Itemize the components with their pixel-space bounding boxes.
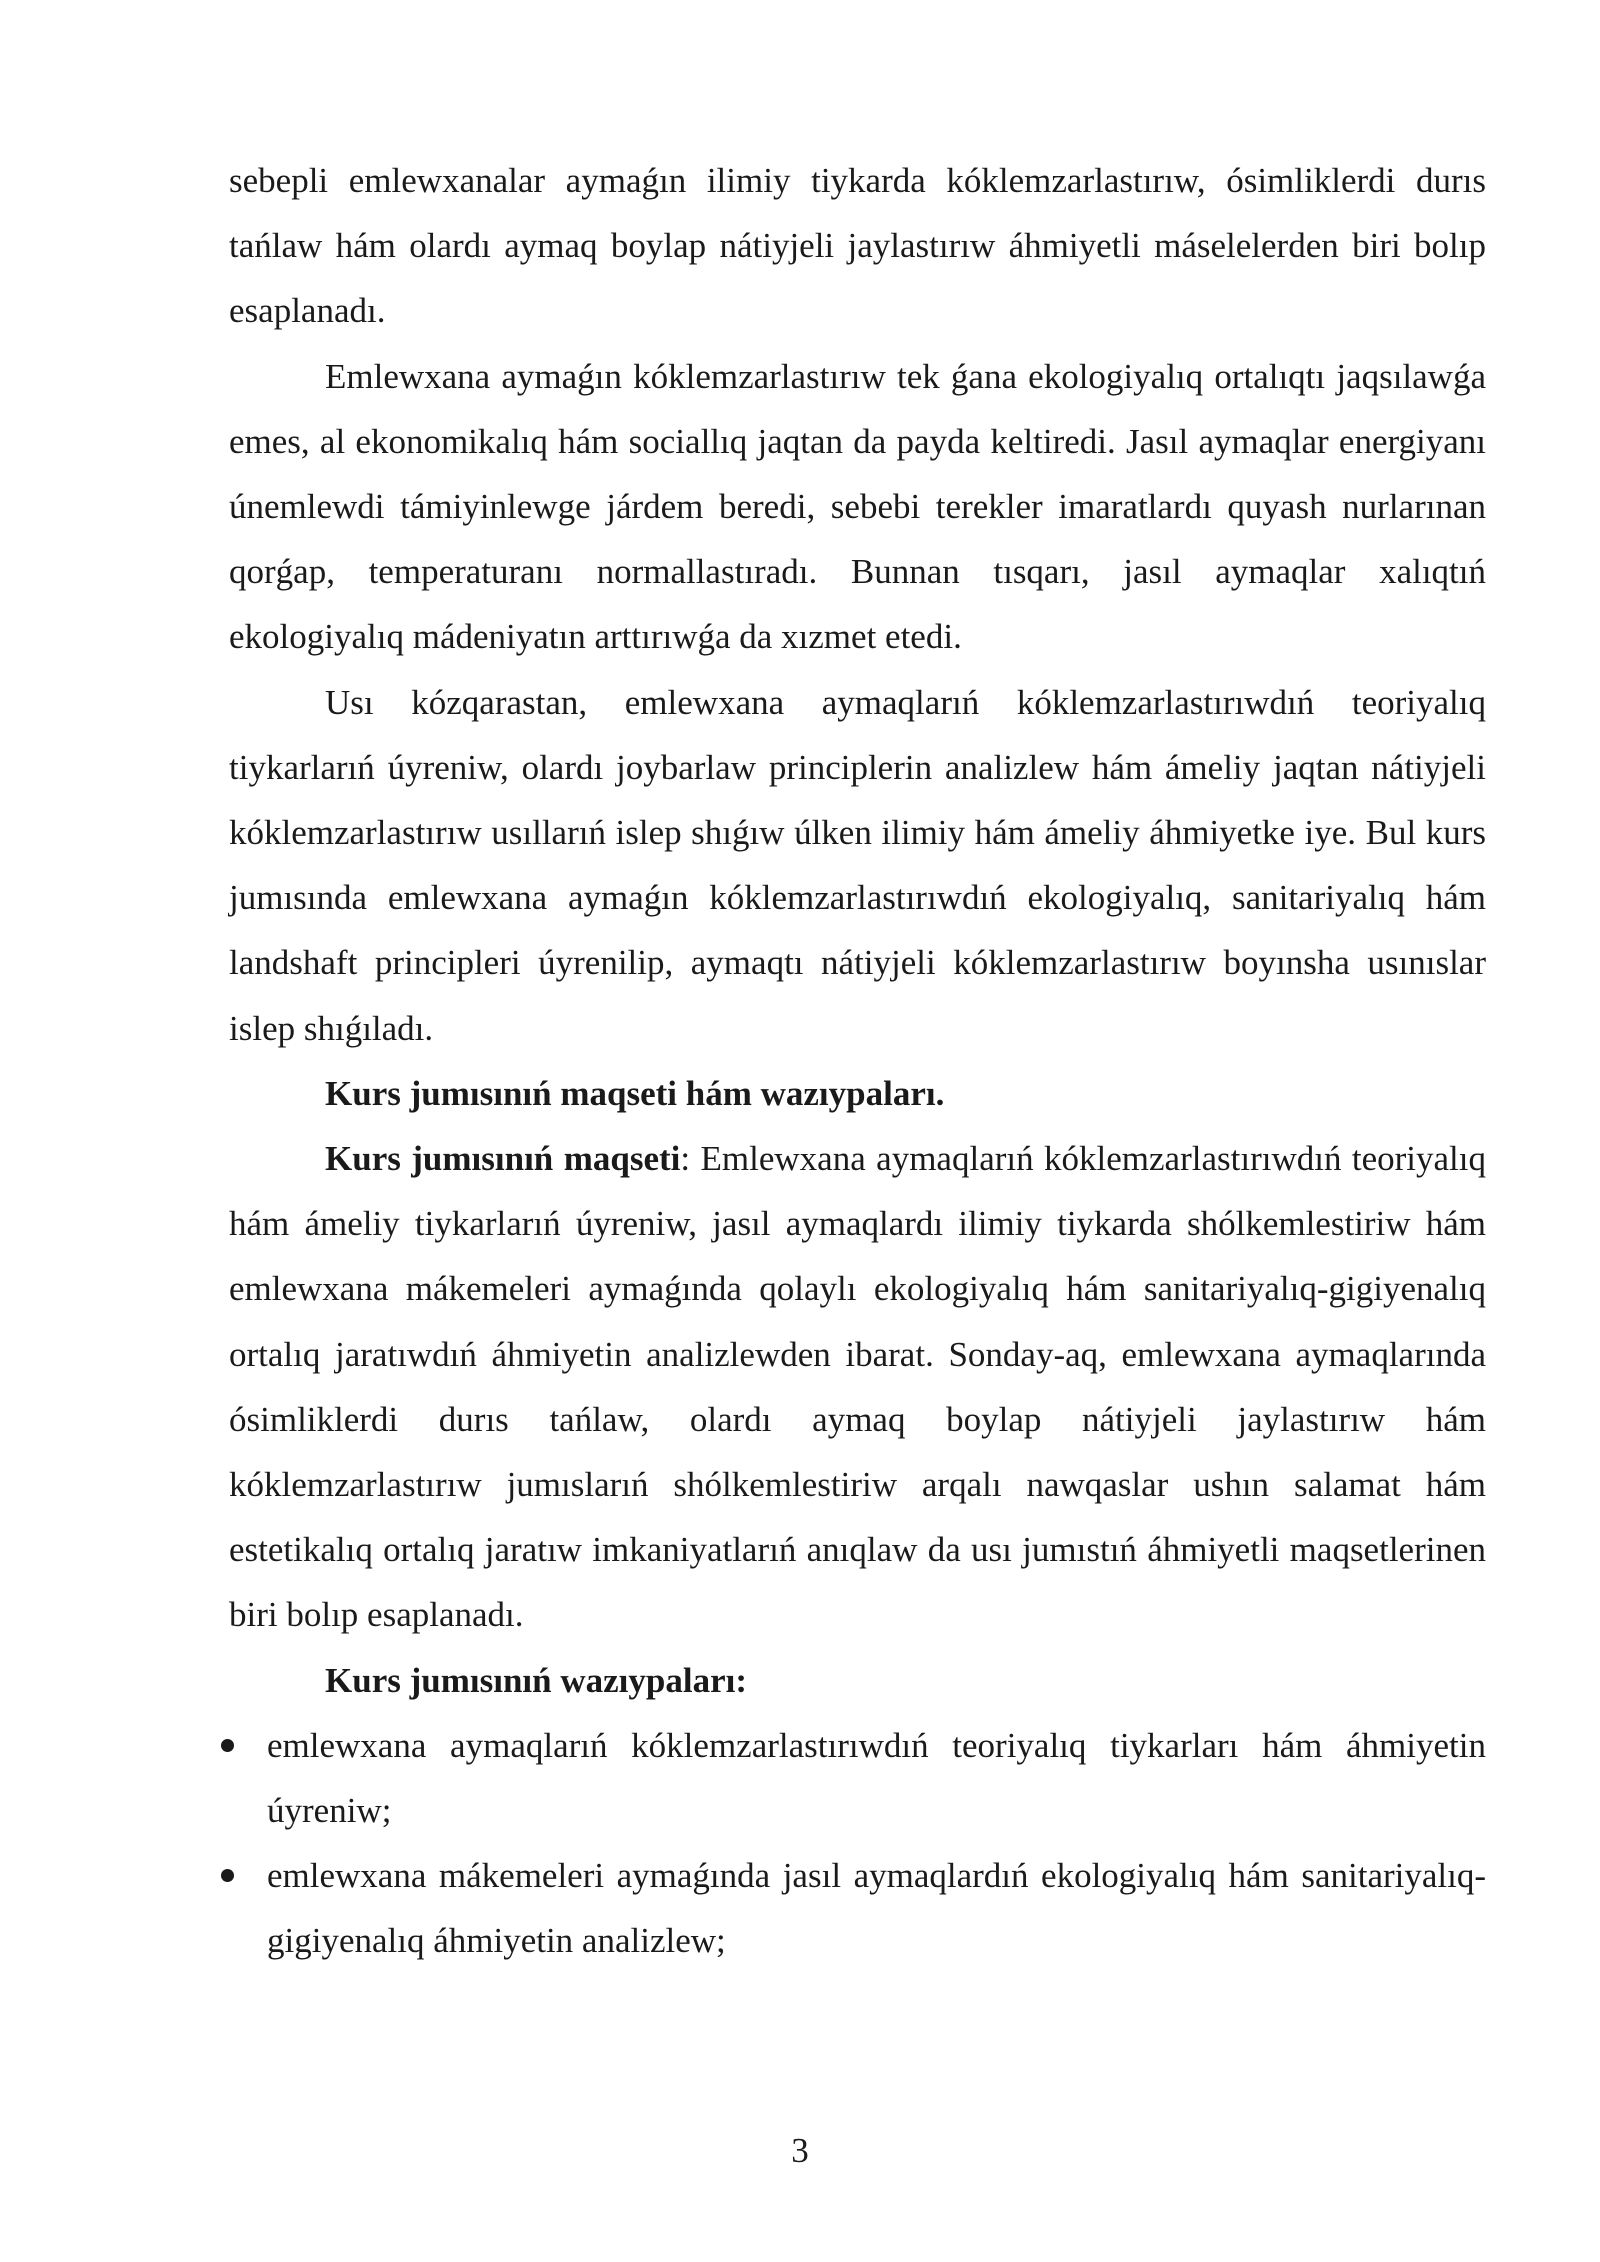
section-heading-tasks: Kurs jumısınıń wazıypaları: xyxy=(325,1660,747,1700)
paragraph-research-relevance: Usı kózqarastan, emlewxana aymaqlarıń kóklemzarlastırıwdıń teoriyalıq tiykarlarıń úyreniw, olardı joybarlaw principlerin analizlew hám ámeliy jaqtan nátiyjeli kóklemzarlastırıw usıllarıń islep shıǵıw úlken ilimiy hám ámeliy áhmiyetke iye. Bul kurs jumısında emlewxana aymaǵın kóklemzarlastırıwdıń ekologiyalıq, sanitariyalıq hám landshaft principleri úyrenilip, aymaqtı nátiyjeli kóklemzarlastırıw boyınsha usınıslar islep shıǵıladı. xyxy=(229,682,1486,1048)
tasks-list xyxy=(229,1713,1486,1974)
bullet-icon xyxy=(221,1739,234,1752)
paragraph-goal xyxy=(229,1126,1486,1648)
document-page xyxy=(229,148,1486,1974)
goal-text: : Emlewxana aymaqlarıń kóklemzarlastırıwdıń teoriyalıq hám ámeliy tiykarlarıń úyreniw, jasıl aymaqlardı ilimiy tiykarda shólkemlestiriw hám emlewxana mákemeleri aymaǵında qolaylı ekologiyalıq hám sanitariyalıq-gigiyenalıq ortalıq jaratıwdıń áhmiyetin analizlewden ibarat. Sonday-aq, emlewxana aymaqlarında ósimliklerdi durıs tańlaw, olardı aymaq boylap nátiyjeli jaylastırıw hám kóklemzarlastırıw jumıslarıń shólkemlestiriw arqalı nawqaslar ushın salamat hám estetikalıq ortalıq jaratıw imkaniyatlarıń anıqlaw da usı jumıstıń áhmiyetli maqsetlerinen biri bolıp esaplanadı. xyxy=(229,1139,1487,1635)
goal-lead-label: Kurs jumısınıń maqseti xyxy=(325,1139,681,1179)
paragraph-greening-benefits: Emlewxana aymaǵın kóklemzarlastırıw tek ǵana ekologiyalıq ortalıqtı jaqsılawǵa emes, al ekonomikalıq hám sociallıq jaqtan da payda keltiredi. Jasıl aymaqlar energiyanı únemlewdi támiyinlewge járdem beredi, sebebi terekler imaratlardı quyash nurlarınan qorǵap, temperaturanı normallastıradı. Bunnan tısqarı, jasıl aymaqlar xalıqtıń ekologiyalıq mádeniyatın arttırıwǵa da xızmet etedi. xyxy=(229,356,1486,657)
page-number: 3 xyxy=(791,2131,809,2170)
list-item xyxy=(267,1713,1486,1843)
task-text: emlewxana mákemeleri aymaǵında jasıl aymaqlardıń ekologiyalıq hám sanitariyalıq-gigiyenalıq áhmiyetin analizlew; xyxy=(267,1856,1486,1961)
paragraph-intro-continuation: sebepli emlewxanalar aymaǵın ilimiy tiykarda kóklemzarlastırıw, ósimliklerdi durıs tańlaw hám olardı aymaq boylap nátiyjeli jaylastırıw áhmiyetli máselelerden biri bolıp esaplanadı. xyxy=(229,161,1486,331)
list-item xyxy=(267,1843,1486,1973)
task-text: emlewxana aymaqlarıń kóklemzarlastırıwdıń teoriyalıq tiykarları hám áhmiyetin úyreniw; xyxy=(267,1725,1486,1831)
bullet-icon xyxy=(221,1869,234,1882)
section-heading-goals: Kurs jumısınıń maqseti hám wazıypaları. xyxy=(325,1073,945,1113)
